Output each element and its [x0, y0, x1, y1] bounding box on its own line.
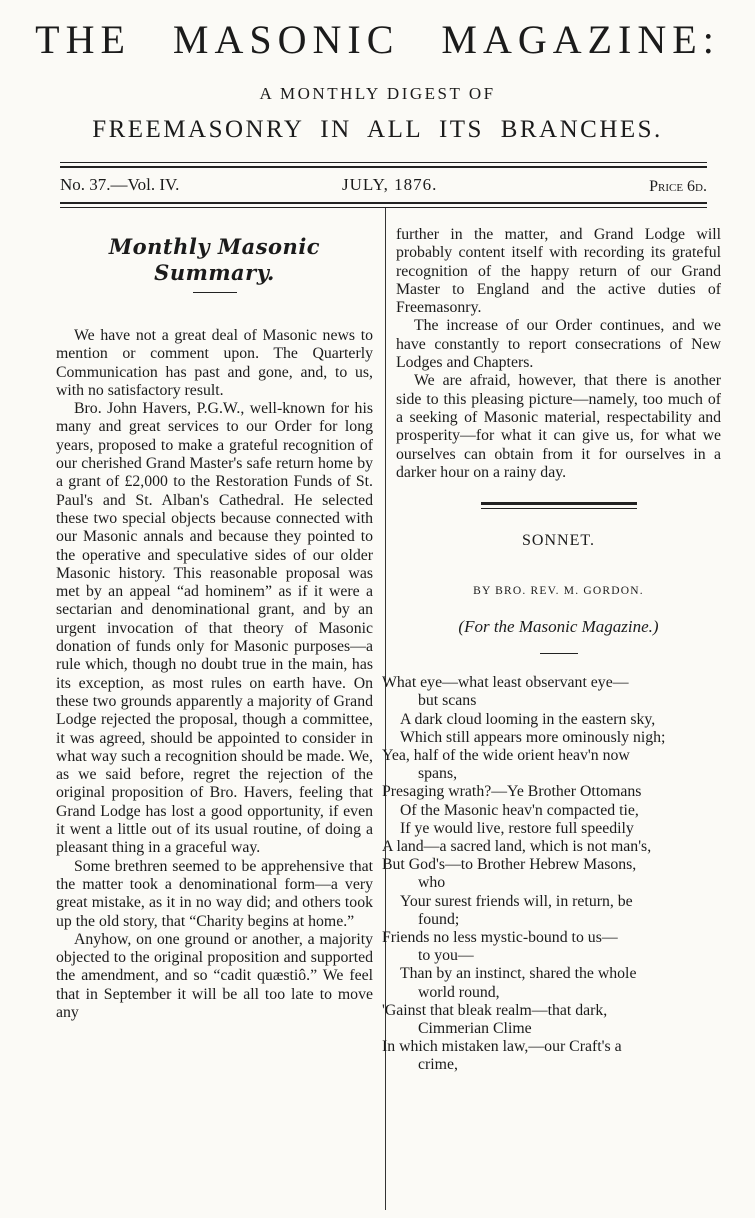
- poem-line: Friends no less mystic-bound to us—: [382, 929, 618, 946]
- poem-line: Of the Masonic heav'n compacted tie,: [400, 801, 639, 819]
- sonnet-poem: [382, 674, 722, 1074]
- paragraph: The increase of our Order continues, and we have constantly to report consecrations of New Lodges and Chapters.: [396, 317, 721, 372]
- heading-rule: [193, 292, 237, 293]
- poem-line-continuation: crime,: [418, 1056, 458, 1074]
- issue-date: JULY, 1876.: [342, 175, 438, 194]
- top-rule: [60, 162, 707, 163]
- paragraph: Anyhow, on one ground or another, a majority objected to the original proposition and supported the amendment, and so “cadit quæstiô.” We feel that in September it will be all too late to move any: [56, 930, 373, 1021]
- sonnet-for-line: (For the Masonic Magazine.): [458, 617, 659, 637]
- poem-line: What eye—what least observant eye—: [382, 674, 629, 692]
- paragraph: Bro. John Havers, P.G.W., well-known for his many and great services to our Order for long years, proposed to make a grateful recognition of our cherished Grand Master's safe return home by a grant of £2,000 to the Restoration Funds of St. Paul's and St. Alban's Cathedral. He selected these two special objects because connected with our Masonic annals and because they pointed to the operative and speculative sides of our older Masonic history. This reasonable proposal was met by an appeal “ad hominem” as if it were a sectarian and denominational grant, and by an urgent invocation of that theory of Masonic donation of funds only for Masonic purposes—a rule which, though no doubt true in the main, has its exception, as most rules on earth have. On these two grounds apparently a majority of Grand Lodge rejected the proposal, though a committee, it was agreed, should be appointed to consider in what way such a recognition should be made. We, as we said before, regret the rejection of the original proposition of Bro. Havers, feeling that Grand Lodge has lost a good opportunity, if even it went a little out of its usual routine, of doing a pleasant thing in a graceful way.: [56, 400, 373, 857]
- magazine-subtitle: A MONTHLY DIGEST OF: [259, 84, 496, 103]
- poem-line: Which still appears more ominously nigh;: [400, 728, 666, 746]
- issue-line: [60, 174, 707, 196]
- poem-line: Presaging wrath?—Ye Brother Ottomans: [382, 783, 642, 801]
- issue-price: Price 6d.: [649, 178, 707, 195]
- sonnet-byline: BY BRO. REV. M. GORDON.: [473, 585, 644, 598]
- sonnet-title: SONNET.: [522, 532, 595, 550]
- top-rule-thick: [60, 166, 707, 168]
- magazine-title: THE MASONIC MAGAZINE:: [35, 17, 720, 62]
- poem-line: Your surest friends will, in return, be: [400, 892, 633, 910]
- poem-line-continuation: found;: [418, 910, 460, 928]
- poem-line: A land—a sacred land, which is not man's,: [382, 837, 652, 855]
- sonnet-rule: [540, 653, 578, 654]
- paragraph: We have not a great deal of Masonic news to mention or comment upon. The Quarterly Communication has past and gone, and, to us, with no satisfactory result.: [56, 327, 373, 399]
- right-column: [382, 226, 721, 1075]
- poem-line: But God's—to Brother Hebrew Masons,: [382, 856, 637, 874]
- poem-line-continuation: spans,: [418, 765, 458, 783]
- poem-line-continuation: who: [418, 874, 446, 892]
- left-column: [56, 226, 373, 1022]
- poem-line: A dark cloud looming in the eastern sky,: [400, 710, 656, 728]
- poem-line-continuation: to you—: [418, 947, 474, 965]
- poem-line-continuation: but scans: [418, 692, 477, 710]
- poem-line-continuation: Cimmerian Clime: [418, 1020, 532, 1038]
- poem-line: 'Gainst that bleak realm—that dark,: [382, 1001, 608, 1019]
- header-bottom-rule-thin: [60, 207, 707, 208]
- poem-line: Yea, half of the wide orient heav'n now: [382, 746, 630, 764]
- summary-heading: Monthly Masonic Summary.: [108, 234, 321, 285]
- poem-line: If ye would live, restore full speedily: [400, 819, 634, 837]
- section-double-rule: [481, 502, 637, 509]
- magazine-subtitle-2: FREEMASONRY IN ALL ITS BRANCHES.: [92, 116, 663, 143]
- poem-line-continuation: world round,: [418, 983, 500, 1001]
- paragraph: We are afraid, however, that there is another side to this pleasing picture—namely, too much of a seeking of Masonic material, respectability and prosperity—for what it can give us, for what we ourselves can obtain from it for ourselves in a darker hour on a rainy day.: [396, 372, 721, 481]
- paragraph: Some brethren seemed to be apprehensive that the matter took a denominational form—a very great mistake, as it in no way did; and others took up the old story, that “Charity begins at home.”: [56, 857, 373, 930]
- header-bottom-rule: [60, 202, 707, 204]
- poem-line: Than by an instinct, shared the whole: [400, 965, 637, 983]
- issue-number: No. 37.—Vol. IV.: [60, 175, 180, 194]
- paragraph: further in the matter, and Grand Lodge will probably content itself with recording its grateful recognition of the happy return of our Grand Master to England and the active duties of Freemasonry.: [396, 226, 721, 317]
- poem-line: In which mistaken law,—our Craft's a: [382, 1038, 622, 1056]
